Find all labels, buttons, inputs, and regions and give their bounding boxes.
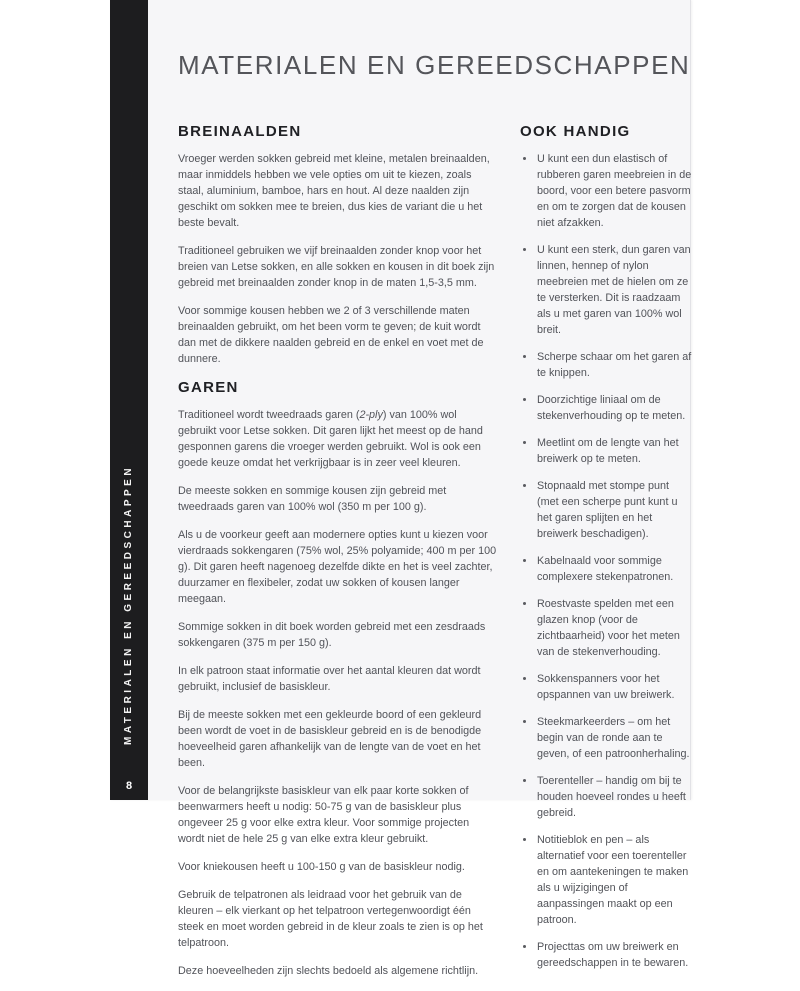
list-item-text: Scherpe schaar om het garen af te knippen.: [537, 351, 692, 379]
list-item: [520, 671, 692, 703]
bullet-dot: [523, 355, 526, 358]
main-text-column: [178, 123, 497, 991]
paragraph: Voor de belangrijkste basiskleur van elk paar korte sokken of beenwarmers heeft u nodig: 50-75 g van de basiskleur plus ongeveer 25 g voor elke extra kleur. Voor sommige projecten wordt niet de hele 25 g van elke extra kleur gebruikt.: [178, 785, 470, 845]
two-column-layout: [178, 123, 692, 991]
paragraph: Traditioneel gebruiken we vijf breinaalden zonder knop voor het breien van Letse sokken, en alle sokken en kousen in dit boek zijn gebreid met breinaalden zonder knop in de maten 1,5-3,5 mm.: [178, 245, 495, 289]
section-heading-ook-handig: OOK HANDIG: [520, 123, 631, 140]
paragraph: In elk patroon staat informatie over het aantal kleuren dat wordt gebruikt, inclusief de basiskleur.: [178, 665, 481, 693]
italic-term: 2-ply: [359, 409, 383, 421]
list-item: [520, 435, 692, 467]
book-page: [110, 0, 692, 977]
paragraph: Sommige sokken in dit boek worden gebreid met een zesdraads sokkengaren (375 m per 150 g).: [178, 621, 486, 649]
list-item: [520, 242, 692, 338]
paragraph-text: Traditioneel wordt tweedraads garen (: [178, 409, 360, 421]
list-item-text: U kunt een dun elastisch of rubberen garen meebreien in de boord, voor een betere pasvorm en om te zorgen dat de kousen niet afzakken.: [537, 153, 692, 229]
list-item-text: Meetlint om de lengte van het breiwerk op te meten.: [537, 437, 679, 465]
bullet-dot: [523, 248, 526, 251]
bullet-dot: [523, 441, 526, 444]
list-item: [520, 553, 692, 585]
list-item-text: Stopnaald met stompe punt (met een scherpe punt kunt u het garen splijten en het breiwerk beschadigen).: [537, 480, 678, 540]
bullet-dot: [523, 398, 526, 401]
list-item-text: Projecttas om uw breiwerk en gereedschappen in te bewaren.: [537, 941, 689, 969]
page-content: [178, 0, 692, 991]
list-item: [520, 596, 692, 660]
list-item-text: Roestvaste spelden met een glazen knop (voor de zichtbaarheid) voor het meten van de stekenverhouding.: [537, 598, 680, 658]
list-item: [520, 714, 692, 762]
list-item: [520, 151, 692, 231]
section-heading-garen: GAREN: [178, 379, 239, 396]
sidebar-tips-column: [520, 123, 692, 991]
list-item: [520, 832, 692, 928]
handy-items-list: [520, 151, 692, 971]
list-item: [520, 478, 692, 542]
bullet-dot: [523, 677, 526, 680]
bullet-dot: [523, 484, 526, 487]
list-item: [520, 939, 692, 971]
paragraph-text: ) van 100% wol gebruikt voor Letse sokken. Dit garen lijkt het meest op de hand gesponnen garens die vroeger werden gebruikt. Wol is ook een goede keuze omdat het verkrijgbaar is in zeer veel kleuren.: [178, 409, 483, 469]
paragraph: Deze hoeveelheden zijn slechts bedoeld als algemene richtlijn.: [178, 965, 479, 977]
list-item-text: Doorzichtige liniaal om de stekenverhouding op te meten.: [537, 394, 686, 422]
bullet-dot: [523, 945, 526, 948]
page-title: MATERIALEN EN GEREEDSCHAPPEN: [178, 50, 691, 80]
paragraph: Vroeger werden sokken gebreid met kleine, metalen breinaalden, maar inmiddels hebben we vele opties om uit te kiezen, zoals staal, aluminium, bamboe, hars en hout. Al deze naalden zijn geschikt om sokken mee te breien, dus kies de variant die u het beste bevalt.: [178, 153, 490, 229]
bullet-dot: [523, 838, 526, 841]
paragraph: Als u de voorkeur geeft aan modernere opties kunt u kiezen voor vierdraads sokkengaren (75% wol, 25% polyamide; 400 m per 100 g). Dit garen heeft nagenoeg dezelfde dikte en het is veel zachter, duurzamer en flexibeler, zodat uw sokken of kousen langer meegaan.: [178, 529, 497, 605]
paragraph: Gebruik de telpatronen als leidraad voor het gebruik van de kleuren – elk vierkant op het telpatroon vertegenwoordigt één steek en moet worden gebreid in de kleur zoals te zien is op het telpatroon.: [178, 889, 483, 949]
paragraph: Bij de meeste sokken met een gekleurde boord of een gekleurd been wordt de voet in de basiskleur gebreid en is de benodigde hoeveelheid garen afhankelijk van de lengte van de voet en het been.: [178, 709, 482, 769]
list-item: [520, 349, 692, 381]
bullet-dot: [523, 602, 526, 605]
bullet-dot: [523, 559, 526, 562]
list-item-text: Sokkenspanners voor het opspannen van uw breiwerk.: [537, 673, 675, 701]
list-item: [520, 773, 692, 821]
page-number: 8: [125, 780, 133, 792]
list-item-text: Toerenteller – handig om bij te houden hoeveel rondes u heeft gebreid.: [537, 775, 686, 819]
bullet-dot: [523, 720, 526, 723]
section-heading-breinaalden: BREINAALDEN: [178, 123, 302, 140]
paragraph: [178, 407, 497, 471]
list-item-text: Kabelnaald voor sommige complexere stekenpatronen.: [537, 555, 674, 583]
paragraph: Voor kniekousen heeft u 100-150 g van de basiskleur nodig.: [178, 861, 465, 873]
paragraph: Voor sommige kousen hebben we 2 of 3 verschillende maten breinaalden gebruikt, om het been vorm te geven; de kuit wordt dan met de dikkere naalden gebreid en de enkel en voet met de dunnere.: [178, 305, 484, 365]
paragraph: De meeste sokken en sommige kousen zijn gebreid met tweedraads garen van 100% wol (350 m per 100 g).: [178, 485, 447, 513]
list-item-text: Notitieblok en pen – als alternatief voor een toerenteller en om aantekeningen te maken als u wijzigingen of aanpassingen maakt op een patroon.: [537, 834, 689, 926]
list-item: [520, 392, 692, 424]
bullet-dot: [523, 157, 526, 160]
chapter-spine-bar: [110, 0, 148, 800]
spine-chapter-label: MATERIALEN EN GEREEDSCHAPPEN: [123, 464, 134, 745]
list-item-text: U kunt een sterk, dun garen van linnen, hennep of nylon meebreien met de hielen om ze te versterken. Dit is raadzaam als u met garen van 100% wol breit.: [537, 244, 691, 336]
list-item-text: Steekmarkeerders – om het begin van de ronde aan te geven, of een patroonherhaling.: [537, 716, 690, 760]
bullet-dot: [523, 779, 526, 782]
